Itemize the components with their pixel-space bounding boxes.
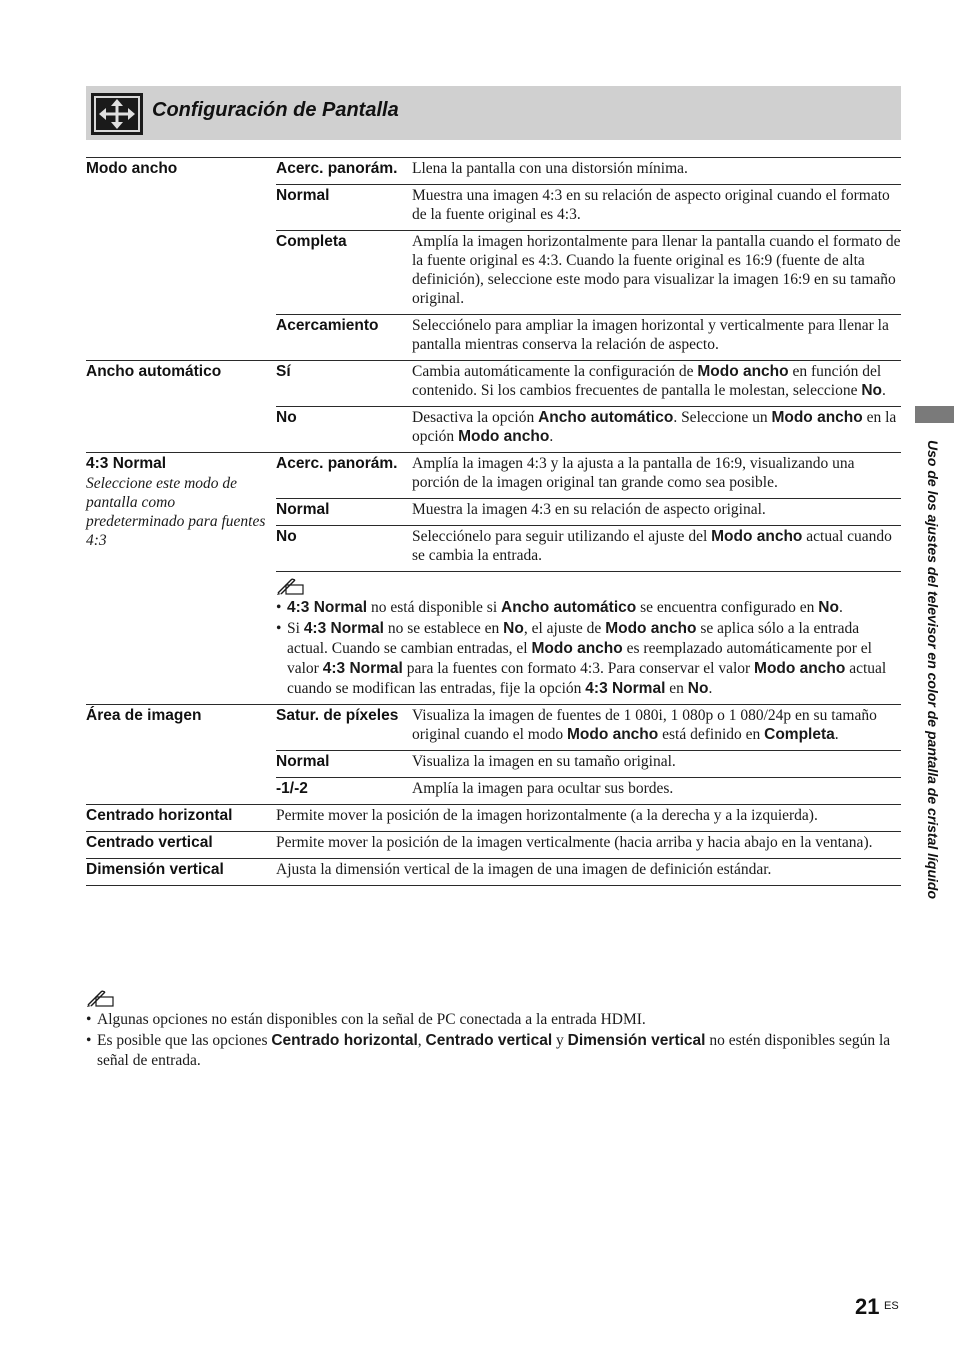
row-description: Ajusta la dimensión vertical de la imagen de una imagen de definición estándar.: [276, 861, 772, 878]
table-row: [86, 453, 901, 499]
table-row: [86, 361, 901, 407]
option-description: Selecciónelo para ampliar la imagen horizontal y verticalmente para llenar la pantalla mientras conserva la relación de aspecto.: [412, 317, 889, 353]
side-tab-marker: [915, 406, 954, 423]
notes-cell: [276, 572, 901, 705]
row-label: Dimensión vertical: [86, 861, 224, 878]
row-sublabel: Seleccione este modo de pantalla como predeterminado para fuentes 4:3: [86, 475, 266, 549]
row-description: Permite mover la posición de la imagen verticalmente (hacia arriba y hacia abajo en la ventana).: [276, 834, 873, 851]
option-description: Visualiza la imagen de fuentes de 1 080i, 1 080p o 1 080/24p en su tamaño original cuando el modo Modo ancho está definido en Completa.: [412, 707, 877, 743]
option-name: Acerc. panorám.: [276, 455, 398, 472]
row-label: 4:3 Normal: [86, 455, 167, 472]
table-row: [86, 705, 901, 751]
option-name: Sí: [276, 363, 291, 380]
option-name: Normal: [276, 753, 330, 770]
table-row: [86, 158, 901, 185]
option-name: Acerc. panorám.: [276, 160, 398, 177]
page-language: ES: [884, 1300, 899, 1312]
page-title: Configuración de Pantalla: [152, 99, 399, 121]
note-item: • Es posible que las opciones Centrado horizontal, Centrado vertical y Dimensión vertical no estén disponibles según la señal de entrada.: [86, 1031, 901, 1071]
option-name: No: [276, 528, 297, 545]
side-tab-text: Uso de los ajustes del televisor en color de pantalla de cristal líquido: [925, 440, 941, 900]
bottom-notes: [86, 988, 901, 1072]
section-header: [86, 86, 901, 140]
row-label: Centrado vertical: [86, 834, 213, 851]
pencil-note-icon: [276, 576, 306, 596]
option-description: Amplía la imagen para ocultar sus bordes.: [412, 780, 674, 797]
screen-arrows-icon: [91, 93, 143, 135]
page-number: 21: [855, 1294, 880, 1319]
option-name: -1/-2: [276, 780, 308, 797]
table-row: [86, 859, 901, 886]
table-row: [86, 832, 901, 859]
option-description: Muestra una imagen 4:3 en su relación de aspecto original cuando el formato de la fuente original es 4:3.: [412, 187, 890, 223]
option-description: Selecciónelo para seguir utilizando el ajuste del Modo ancho actual cuando se cambia la entrada.: [412, 528, 892, 564]
note-item: • 4:3 Normal no está disponible si Ancho automático se encuentra configurado en No.: [276, 598, 901, 618]
pencil-note-icon: [86, 988, 116, 1008]
row-label: Área de imagen: [86, 707, 202, 724]
option-description: Muestra la imagen 4:3 en su relación de aspecto original.: [412, 501, 766, 518]
option-description: Cambia automáticamente la configuración de Modo ancho en función del contenido. Si los cambios frecuentes de pantalla le molestan, seleccione No.: [412, 363, 886, 399]
option-name: Completa: [276, 233, 347, 250]
note-item: • Algunas opciones no están disponibles con la señal de PC conectada a la entrada HDMI.: [86, 1010, 901, 1030]
option-description: Visualiza la imagen en su tamaño original.: [412, 753, 676, 770]
table-row: [86, 805, 901, 832]
option-description: Amplía la imagen 4:3 y la ajusta a la pantalla de 16:9, visualizando una porción de la imagen original tan grande como sea posible.: [412, 455, 855, 491]
row-label: Centrado horizontal: [86, 807, 233, 824]
option-name: Normal: [276, 187, 330, 204]
option-name: Satur. de píxeles: [276, 707, 399, 724]
option-description: Llena la pantalla con una distorsión mínima.: [412, 160, 688, 177]
option-description: Amplía la imagen horizontalmente para llenar la pantalla cuando el formato de la fuente original es 4:3. Cuando la fuente original es 16:9 (fuente de alta definición), seleccione este modo para visualizar la imagen 16:9 en su tamaño original.: [412, 233, 901, 307]
option-name: Normal: [276, 501, 330, 518]
row-description: Permite mover la posición de la imagen horizontalmente (a la derecha y a la izquierda).: [276, 807, 818, 824]
option-description: Desactiva la opción Ancho automático. Seleccione un Modo ancho en la opción Modo ancho.: [412, 409, 897, 445]
settings-table: [86, 157, 901, 886]
option-name: Acercamiento: [276, 317, 379, 334]
row-label: Modo ancho: [86, 160, 178, 177]
option-name: No: [276, 409, 297, 426]
row-label: Ancho automático: [86, 363, 222, 380]
note-item: • Si 4:3 Normal no se establece en No, el ajuste de Modo ancho se aplica sólo a la entrada actual. Cuando se cambian entradas, el Modo ancho es reemplazado automáticamente por el valor 4:3 Normal para la fuentes con formato 4:3. Para conservar el valor Modo ancho actual cuando se modifican las entradas, fije la opción 4:3 Normal en No.: [276, 619, 901, 699]
